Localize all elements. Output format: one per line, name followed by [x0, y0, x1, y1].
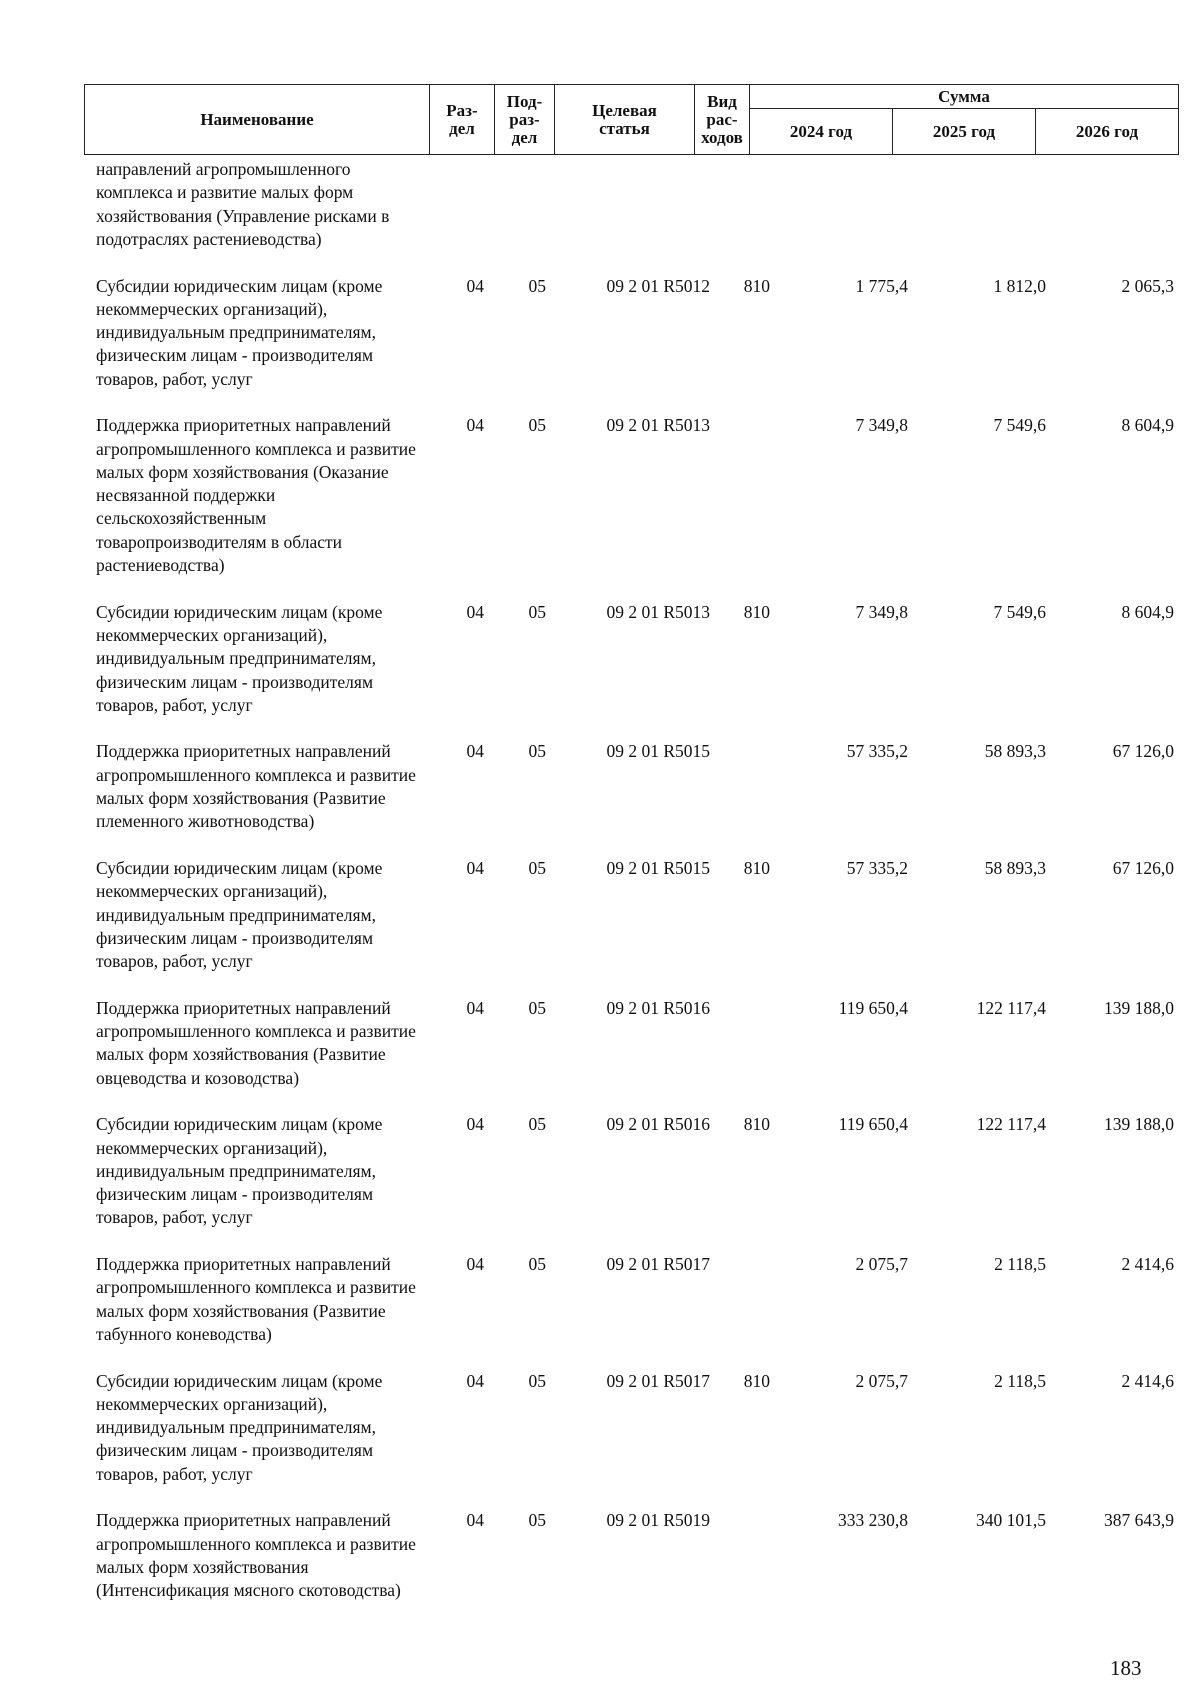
row-sum-2026: 139 188,0 — [1104, 997, 1174, 1018]
table-row — [84, 1113, 1184, 1253]
header-summa: Сумма — [750, 85, 1179, 109]
row-podrazdel: 05 — [528, 741, 546, 762]
header-vid-line: рас- — [706, 109, 738, 129]
row-expense-type: 810 — [743, 1114, 770, 1135]
row-razdel: 04 — [466, 741, 484, 762]
row-razdel: 04 — [466, 601, 484, 622]
row-name: Поддержка приоритетных направлений агропромышленного комплекса и развитие малых форм хозяйствования (Интенсификация мясного скотоводства) — [96, 1510, 416, 1601]
row-razdel: 04 — [466, 1114, 484, 1135]
row-sum-2026: 2 414,6 — [1121, 1370, 1174, 1391]
header-razdel-line: дел — [449, 118, 475, 138]
table-header — [84, 84, 1179, 155]
row-name: Субсидии юридическим лицам (кроме некоммерческих организаций), индивидуальным предпринимателям, физическим лицам - производителям товаров, работ, услуг — [96, 1114, 383, 1228]
row-sum-2025: 340 101,5 — [976, 1510, 1046, 1531]
table-body — [84, 158, 1184, 1626]
header-target-line: статья — [599, 118, 650, 138]
header-vid-line: ходов — [701, 127, 743, 147]
row-name: направлений агропромышленного комплекса и развитие малых форм хозяйствования (Управление рисками в подотраслях растениеводства) — [96, 159, 390, 249]
row-podrazdel: 05 — [528, 857, 546, 878]
row-name: Поддержка приоритетных направлений агропромышленного комплекса и развитие малых форм хозяйствования (Оказание несвязанной поддержки сельскохозяйственным товаропроизводителям в области растениеводства) — [96, 415, 416, 576]
header-year-2026: 2026 год — [1036, 109, 1179, 155]
row-name: Поддержка приоритетных направлений агропромышленного комплекса и развитие малых форм хозяйствования (Развитие овцеводства и козоводства) — [96, 997, 416, 1088]
table-row — [84, 1253, 1184, 1370]
row-podrazdel: 05 — [528, 1114, 546, 1135]
row-razdel: 04 — [466, 1254, 484, 1275]
row-podrazdel: 05 — [528, 1254, 546, 1275]
header-podrazdel-line: раз- — [509, 109, 540, 129]
row-sum-2025: 58 893,3 — [984, 857, 1046, 878]
row-name: Поддержка приоритетных направлений агропромышленного комплекса и развитие малых форм хозяйствования (Развитие табунного коневодства) — [96, 1254, 416, 1344]
row-razdel: 04 — [466, 1510, 484, 1531]
table-row — [84, 997, 1184, 1114]
header-target-line: Целевая — [592, 100, 657, 120]
row-sum-2026: 2 414,6 — [1121, 1254, 1174, 1275]
row-sum-2024: 2 075,7 — [855, 1370, 908, 1391]
row-razdel: 04 — [466, 415, 484, 436]
row-target-article: 09 2 01 R5015 — [606, 741, 710, 762]
row-sum-2025: 58 893,3 — [984, 741, 1046, 762]
row-sum-2024: 119 650,4 — [838, 1114, 908, 1135]
row-sum-2024: 57 335,2 — [846, 857, 908, 878]
row-target-article: 09 2 01 R5013 — [606, 415, 710, 436]
row-sum-2024: 2 075,7 — [855, 1254, 908, 1275]
row-target-article: 09 2 01 R5019 — [606, 1510, 710, 1531]
header-target — [555, 85, 695, 155]
row-sum-2025: 1 812,0 — [993, 275, 1046, 296]
row-name: Субсидии юридическим лицам (кроме некоммерческих организаций), индивидуальным предпринимателям, физическим лицам - производителям товаров, работ, услуг — [96, 857, 383, 972]
row-podrazdel: 05 — [528, 601, 546, 622]
row-expense-type: 810 — [743, 275, 770, 296]
row-podrazdel: 05 — [528, 997, 546, 1018]
row-sum-2026: 67 126,0 — [1112, 741, 1174, 762]
row-expense-type: 810 — [743, 1370, 770, 1391]
header-vid-line: Вид — [707, 91, 737, 111]
header-year-2025: 2025 год — [893, 109, 1036, 155]
row-podrazdel: 05 — [528, 1510, 546, 1531]
row-sum-2026: 67 126,0 — [1112, 857, 1174, 878]
row-target-article: 09 2 01 R5015 — [606, 857, 710, 878]
header-razdel — [430, 85, 495, 155]
row-target-article: 09 2 01 R5017 — [606, 1254, 710, 1275]
row-target-article: 09 2 01 R5016 — [606, 997, 710, 1018]
row-sum-2025: 2 118,5 — [994, 1254, 1046, 1275]
header-vid — [695, 85, 750, 155]
header-razdel-line: Раз- — [446, 100, 478, 120]
row-sum-2024: 57 335,2 — [846, 741, 908, 762]
row-sum-2025: 7 549,6 — [993, 415, 1046, 436]
row-target-article: 09 2 01 R5016 — [606, 1114, 710, 1135]
row-sum-2026: 139 188,0 — [1104, 1114, 1174, 1135]
row-target-article: 09 2 01 R5017 — [606, 1370, 710, 1391]
row-target-article: 09 2 01 R5012 — [606, 275, 710, 296]
row-sum-2024: 7 349,8 — [855, 601, 908, 622]
page-number: 183 — [1110, 1656, 1142, 1680]
table-row — [84, 857, 1184, 997]
header-year-2024: 2024 год — [750, 109, 893, 155]
row-sum-2024: 333 230,8 — [838, 1510, 908, 1531]
header-podrazdel — [495, 85, 555, 155]
row-sum-2024: 119 650,4 — [838, 997, 908, 1018]
table-row — [84, 414, 1184, 600]
row-razdel: 04 — [466, 275, 484, 296]
row-razdel: 04 — [466, 1370, 484, 1391]
row-sum-2025: 2 118,5 — [994, 1370, 1046, 1391]
row-sum-2026: 387 643,9 — [1104, 1510, 1174, 1531]
row-razdel: 04 — [466, 857, 484, 878]
row-sum-2024: 1 775,4 — [855, 275, 908, 296]
row-expense-type: 810 — [743, 601, 770, 622]
row-sum-2026: 8 604,9 — [1121, 415, 1174, 436]
header-name: Наименование — [85, 85, 430, 155]
row-expense-type: 810 — [743, 857, 770, 878]
row-sum-2026: 8 604,9 — [1121, 601, 1174, 622]
table-row — [84, 158, 1184, 275]
row-podrazdel: 05 — [528, 415, 546, 436]
row-razdel: 04 — [466, 997, 484, 1018]
row-name: Субсидии юридическим лицам (кроме некоммерческих организаций), индивидуальным предпринимателям, физическим лицам - производителям товаров, работ, услуг — [96, 601, 383, 715]
row-podrazdel: 05 — [528, 275, 546, 296]
table-row — [84, 1370, 1184, 1510]
table-row — [84, 740, 1184, 857]
row-podrazdel: 05 — [528, 1370, 546, 1391]
row-sum-2025: 7 549,6 — [993, 601, 1046, 622]
row-name: Субсидии юридическим лицам (кроме некоммерческих организаций), индивидуальным предпринимателям, физическим лицам - производителям товаров, работ, услуг — [96, 1370, 383, 1484]
table-row — [84, 1509, 1184, 1626]
row-sum-2026: 2 065,3 — [1121, 275, 1174, 296]
header-podrazdel-line: Под- — [506, 91, 543, 111]
row-name: Субсидии юридическим лицам (кроме некоммерческих организаций), индивидуальным предпринимателям, физическим лицам - производителям товаров, работ, услуг — [96, 275, 383, 389]
row-sum-2025: 122 117,4 — [976, 997, 1046, 1018]
row-target-article: 09 2 01 R5013 — [606, 601, 710, 622]
row-sum-2025: 122 117,4 — [976, 1114, 1046, 1135]
row-sum-2024: 7 349,8 — [855, 415, 908, 436]
header-podrazdel-line: дел — [511, 127, 538, 147]
table-row — [84, 275, 1184, 415]
table-row — [84, 601, 1184, 741]
row-name: Поддержка приоритетных направлений агропромышленного комплекса и развитие малых форм хозяйствования (Развитие племенного животноводства) — [96, 741, 416, 832]
